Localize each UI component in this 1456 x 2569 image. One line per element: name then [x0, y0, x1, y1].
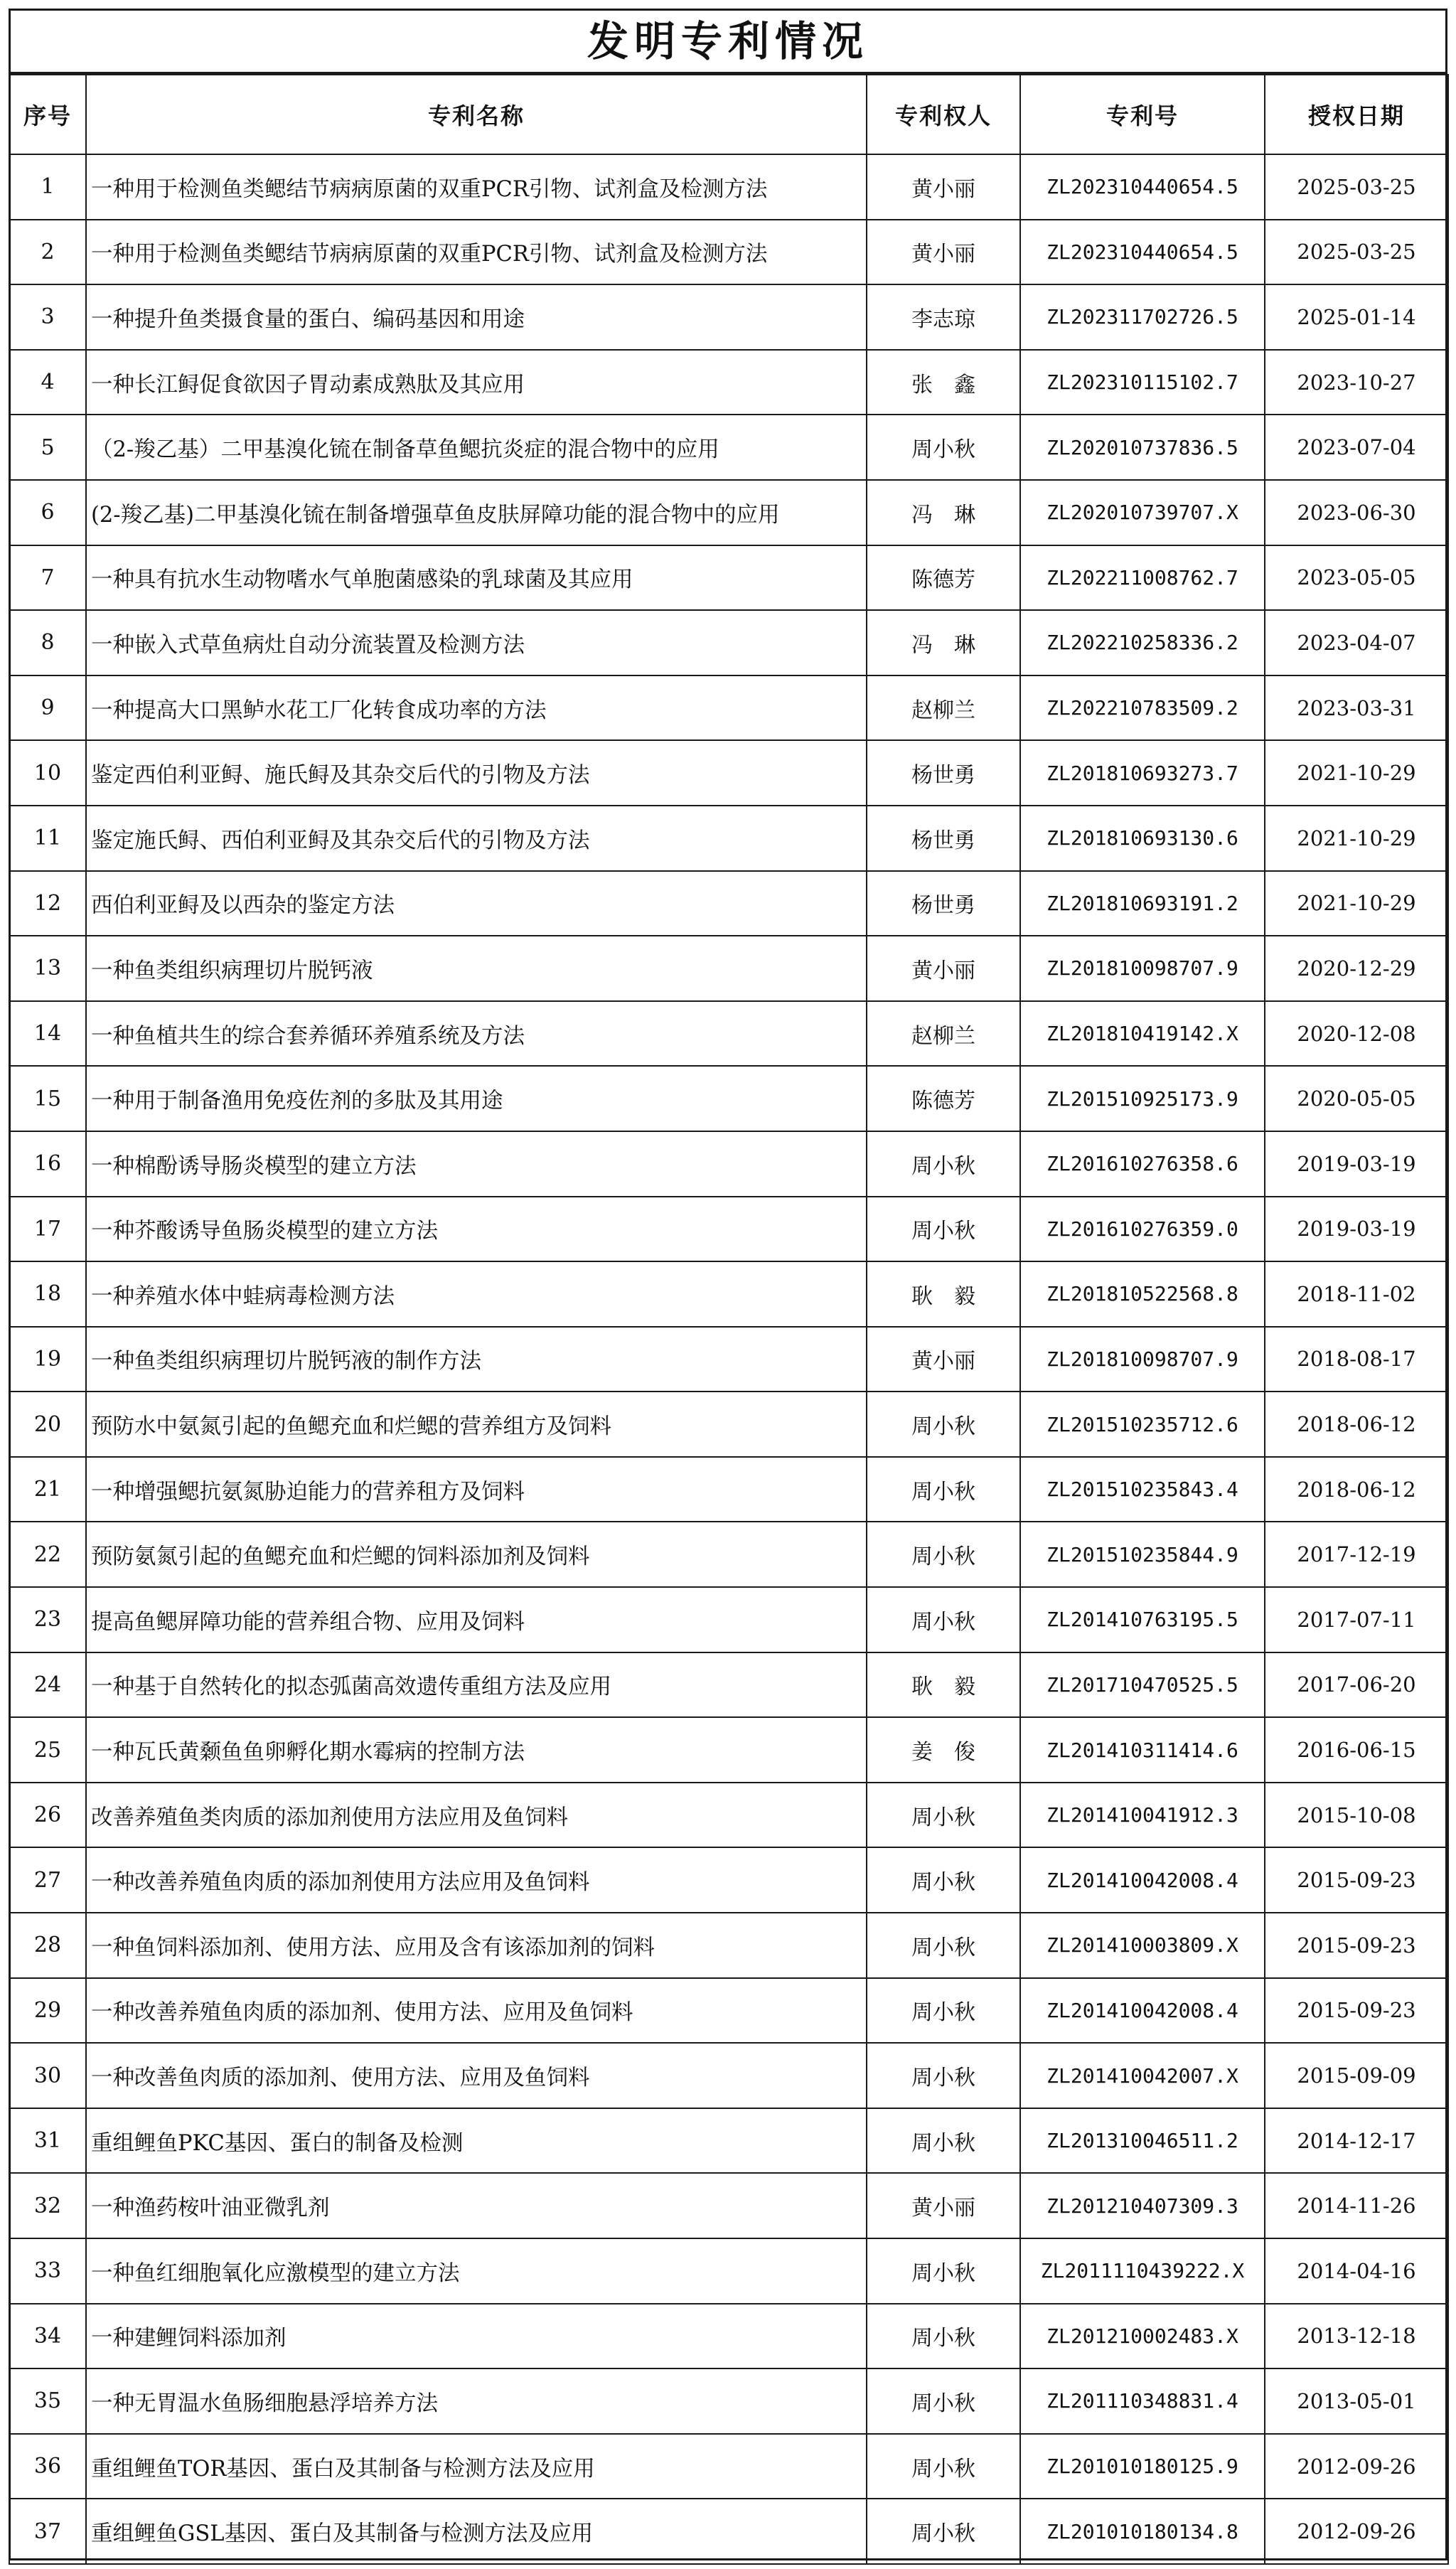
row-date-cell: 2015-09-09 — [1265, 2043, 1448, 2108]
row-name-cell: 一种改善鱼肉质的添加剂、使用方法、应用及鱼饲料 — [86, 2043, 867, 2108]
row-name-cell: 一种鱼植共生的综合套养循环养殖系统及方法 — [86, 1001, 867, 1067]
row-holder-cell: 周小秋 — [867, 1913, 1020, 1978]
row-index-cell: 15 — [9, 1066, 86, 1131]
row-number-cell: ZL201210407309.3 — [1020, 2173, 1265, 2238]
row-holder-cell: 周小秋 — [867, 1457, 1020, 1522]
row-number-cell: ZL201510235712.6 — [1020, 1392, 1265, 1457]
row-holder-cell: 周小秋 — [867, 1131, 1020, 1197]
row-name-cell: 一种改善养殖鱼肉质的添加剂、使用方法、应用及鱼饲料 — [86, 1978, 867, 2044]
row-number-cell: ZL201810419142.X — [1020, 1001, 1265, 1067]
row-name-cell: 提高鱼鳃屏障功能的营养组合物、应用及饲料 — [86, 1587, 867, 1652]
row-holder-cell: 陈德芳 — [867, 545, 1020, 611]
row-index-cell: 32 — [9, 2173, 86, 2238]
row-index-cell: 9 — [9, 675, 86, 741]
row-date-cell: 2023-03-31 — [1265, 675, 1448, 741]
row-index-cell: 31 — [9, 2108, 86, 2174]
row-index-cell: 8 — [9, 610, 86, 675]
row-number-cell: ZL201210002483.X — [1020, 2304, 1265, 2369]
table-row — [9, 806, 1448, 871]
table-row — [9, 1261, 1448, 1327]
row-date-cell: 2013-12-18 — [1265, 2304, 1448, 2369]
row-date-cell: 2021-10-29 — [1265, 740, 1448, 806]
row-date-cell: 2012-09-26 — [1265, 2499, 1448, 2564]
row-holder-cell: 黄小丽 — [867, 154, 1020, 220]
row-name-cell: 一种渔药桉叶油亚微乳剂 — [86, 2173, 867, 2238]
table-row — [9, 2043, 1448, 2108]
row-date-cell: 2025-01-14 — [1265, 284, 1448, 350]
row-index-cell: 5 — [9, 415, 86, 480]
row-name-cell: 重组鲤鱼GSL基因、蛋白及其制备与检测方法及应用 — [86, 2499, 867, 2564]
row-index-cell: 10 — [9, 740, 86, 806]
row-holder-cell: 杨世勇 — [867, 806, 1020, 871]
row-holder-cell: 张 鑫 — [867, 350, 1020, 415]
row-date-cell: 2015-09-23 — [1265, 1978, 1448, 2044]
table-row — [9, 1457, 1448, 1522]
table-row — [9, 675, 1448, 741]
row-index-cell: 37 — [9, 2499, 86, 2564]
row-date-cell: 2020-05-05 — [1265, 1066, 1448, 1131]
row-index-cell: 24 — [9, 1652, 86, 1718]
row-holder-cell: 周小秋 — [867, 1847, 1020, 1913]
table-row — [9, 1392, 1448, 1457]
row-number-cell: ZL201510235843.4 — [1020, 1457, 1265, 1522]
row-holder-cell: 周小秋 — [867, 2304, 1020, 2369]
row-number-cell: ZL202310440654.5 — [1020, 154, 1265, 220]
table-row — [9, 2304, 1448, 2369]
row-index-cell: 14 — [9, 1001, 86, 1067]
row-date-cell: 2014-12-17 — [1265, 2108, 1448, 2174]
row-number-cell: ZL201410311414.6 — [1020, 1717, 1265, 1783]
row-index-cell: 6 — [9, 480, 86, 545]
row-holder-cell: 周小秋 — [867, 2108, 1020, 2174]
row-index-cell: 18 — [9, 1261, 86, 1327]
table-body — [9, 154, 1448, 2564]
row-holder-cell: 冯 琳 — [867, 480, 1020, 545]
row-number-cell: ZL201410003809.X — [1020, 1913, 1265, 1978]
row-index-cell: 34 — [9, 2304, 86, 2369]
header-date: 授权日期 — [1265, 75, 1448, 154]
row-number-cell: ZL202010739707.X — [1020, 480, 1265, 545]
row-number-cell: ZL201110348831.4 — [1020, 2368, 1265, 2434]
header-name: 专利名称 — [86, 75, 867, 154]
table-row — [9, 284, 1448, 350]
row-name-cell: 一种鱼饲料添加剂、使用方法、应用及含有该添加剂的饲料 — [86, 1913, 867, 1978]
row-holder-cell: 李志琼 — [867, 284, 1020, 350]
table-row — [9, 2434, 1448, 2499]
row-date-cell: 2018-08-17 — [1265, 1327, 1448, 1392]
row-date-cell: 2025-03-25 — [1265, 220, 1448, 285]
row-number-cell: ZL201810098707.9 — [1020, 936, 1265, 1001]
table-row — [9, 2368, 1448, 2434]
row-number-cell: ZL202211008762.7 — [1020, 545, 1265, 611]
row-holder-cell: 周小秋 — [867, 1522, 1020, 1587]
row-name-cell: 一种用于检测鱼类鳃结节病病原菌的双重PCR引物、试剂盒及检测方法 — [86, 154, 867, 220]
row-date-cell: 2014-04-16 — [1265, 2238, 1448, 2304]
row-number-cell: ZL201710470525.5 — [1020, 1652, 1265, 1718]
row-number-cell: ZL201810522568.8 — [1020, 1261, 1265, 1327]
row-number-cell: ZL201610276359.0 — [1020, 1197, 1265, 1262]
row-holder-cell: 周小秋 — [867, 2499, 1020, 2564]
row-date-cell: 2025-03-25 — [1265, 154, 1448, 220]
row-date-cell: 2018-06-12 — [1265, 1457, 1448, 1522]
row-name-cell: 一种具有抗水生动物嗜水气单胞菌感染的乳球菌及其应用 — [86, 545, 867, 611]
table-row — [9, 2499, 1448, 2564]
row-date-cell: 2023-07-04 — [1265, 415, 1448, 480]
row-number-cell: ZL201810693130.6 — [1020, 806, 1265, 871]
row-number-cell: ZL201810098707.9 — [1020, 1327, 1265, 1392]
row-date-cell: 2020-12-08 — [1265, 1001, 1448, 1067]
row-index-cell: 26 — [9, 1783, 86, 1848]
row-index-cell: 29 — [9, 1978, 86, 2044]
row-name-cell: 一种提高大口黑鲈水花工厂化转食成功率的方法 — [86, 675, 867, 741]
row-name-cell: 预防水中氨氮引起的鱼鳃充血和烂鳃的营养组方及饲料 — [86, 1392, 867, 1457]
row-name-cell: 一种改善养殖鱼肉质的添加剂使用方法应用及鱼饲料 — [86, 1847, 867, 1913]
row-date-cell: 2021-10-29 — [1265, 871, 1448, 936]
row-date-cell: 2015-09-23 — [1265, 1913, 1448, 1978]
table-row — [9, 871, 1448, 936]
table-row — [9, 610, 1448, 675]
table-row — [9, 1913, 1448, 1978]
row-number-cell: ZL201410041912.3 — [1020, 1783, 1265, 1848]
table-row — [9, 545, 1448, 611]
row-date-cell: 2015-09-23 — [1265, 1847, 1448, 1913]
row-index-cell: 25 — [9, 1717, 86, 1783]
row-date-cell: 2017-07-11 — [1265, 1587, 1448, 1652]
row-name-cell: (2-羧乙基)二甲基溴化锍在制备增强草鱼皮肤屏障功能的混合物中的应用 — [86, 480, 867, 545]
header-number: 专利号 — [1020, 75, 1265, 154]
row-date-cell: 2021-10-29 — [1265, 806, 1448, 871]
row-name-cell: 改善养殖鱼类肉质的添加剂使用方法应用及鱼饲料 — [86, 1783, 867, 1848]
row-name-cell: 鉴定施氏鲟、西伯利亚鲟及其杂交后代的引物及方法 — [86, 806, 867, 871]
row-name-cell: 西伯利亚鲟及以西杂的鉴定方法 — [86, 871, 867, 936]
row-index-cell: 27 — [9, 1847, 86, 1913]
row-name-cell: 一种无胃温水鱼肠细胞悬浮培养方法 — [86, 2368, 867, 2434]
row-holder-cell: 周小秋 — [867, 2368, 1020, 2434]
table-row — [9, 936, 1448, 1001]
row-index-cell: 2 — [9, 220, 86, 285]
row-date-cell: 2023-10-27 — [1265, 350, 1448, 415]
row-date-cell: 2020-12-29 — [1265, 936, 1448, 1001]
row-name-cell: （2-羧乙基）二甲基溴化锍在制备草鱼鳃抗炎症的混合物中的应用 — [86, 415, 867, 480]
row-name-cell: 一种用于检测鱼类鳃结节病病原菌的双重PCR引物、试剂盒及检测方法 — [86, 220, 867, 285]
row-date-cell: 2018-11-02 — [1265, 1261, 1448, 1327]
table-row — [9, 2173, 1448, 2238]
table-row — [9, 1652, 1448, 1718]
row-name-cell: 一种鱼类组织病理切片脱钙液 — [86, 936, 867, 1001]
row-holder-cell: 冯 琳 — [867, 610, 1020, 675]
table-row — [9, 350, 1448, 415]
row-holder-cell: 周小秋 — [867, 2043, 1020, 2108]
table-row — [9, 1717, 1448, 1783]
table-row — [9, 1783, 1448, 1848]
row-number-cell: ZL201410042008.4 — [1020, 1847, 1265, 1913]
row-date-cell: 2019-03-19 — [1265, 1197, 1448, 1262]
row-holder-cell: 黄小丽 — [867, 1327, 1020, 1392]
table-row — [9, 154, 1448, 220]
row-name-cell: 一种长江鲟促食欲因子胃动素成熟肽及其应用 — [86, 350, 867, 415]
row-number-cell: ZL201810693273.7 — [1020, 740, 1265, 806]
row-name-cell: 鉴定西伯利亚鲟、施氏鲟及其杂交后代的引物及方法 — [86, 740, 867, 806]
table-row — [9, 480, 1448, 545]
row-index-cell: 19 — [9, 1327, 86, 1392]
row-number-cell: ZL201410042008.4 — [1020, 1978, 1265, 2044]
row-name-cell: 一种棉酚诱导肠炎模型的建立方法 — [86, 1131, 867, 1197]
table-row — [9, 1066, 1448, 1131]
table-row — [9, 220, 1448, 285]
row-number-cell: ZL202311702726.5 — [1020, 284, 1265, 350]
row-date-cell: 2019-03-19 — [1265, 1131, 1448, 1197]
row-name-cell: 一种鱼类组织病理切片脱钙液的制作方法 — [86, 1327, 867, 1392]
row-holder-cell: 周小秋 — [867, 2434, 1020, 2499]
row-name-cell: 一种提升鱼类摄食量的蛋白、编码基因和用途 — [86, 284, 867, 350]
table-row — [9, 1131, 1448, 1197]
row-number-cell: ZL202210783509.2 — [1020, 675, 1265, 741]
row-index-cell: 16 — [9, 1131, 86, 1197]
row-index-cell: 1 — [9, 154, 86, 220]
row-holder-cell: 黄小丽 — [867, 2173, 1020, 2238]
row-number-cell: ZL202210258336.2 — [1020, 610, 1265, 675]
table-row — [9, 740, 1448, 806]
row-date-cell: 2017-12-19 — [1265, 1522, 1448, 1587]
row-index-cell: 22 — [9, 1522, 86, 1587]
row-index-cell: 23 — [9, 1587, 86, 1652]
row-date-cell: 2018-06-12 — [1265, 1392, 1448, 1457]
row-number-cell: ZL201410042007.X — [1020, 2043, 1265, 2108]
table-row — [9, 1001, 1448, 1067]
row-index-cell: 33 — [9, 2238, 86, 2304]
table-row — [9, 1197, 1448, 1262]
row-date-cell: 2015-10-08 — [1265, 1783, 1448, 1848]
row-name-cell: 重组鲤鱼PKC基因、蛋白的制备及检测 — [86, 2108, 867, 2174]
row-date-cell: 2013-05-01 — [1265, 2368, 1448, 2434]
row-number-cell: ZL202310115102.7 — [1020, 350, 1265, 415]
row-index-cell: 21 — [9, 1457, 86, 1522]
row-index-cell: 30 — [9, 2043, 86, 2108]
page-title: 发明专利情况 — [9, 9, 1447, 74]
row-holder-cell: 耿 毅 — [867, 1652, 1020, 1718]
row-name-cell: 重组鲤鱼TOR基因、蛋白及其制备与检测方法及应用 — [86, 2434, 867, 2499]
row-index-cell: 7 — [9, 545, 86, 611]
row-date-cell: 2023-05-05 — [1265, 545, 1448, 611]
row-name-cell: 一种嵌入式草鱼病灶自动分流装置及检测方法 — [86, 610, 867, 675]
row-index-cell: 3 — [9, 284, 86, 350]
row-holder-cell: 周小秋 — [867, 1587, 1020, 1652]
row-index-cell: 35 — [9, 2368, 86, 2434]
row-date-cell: 2023-04-07 — [1265, 610, 1448, 675]
row-name-cell: 一种用于制备渔用免疫佐剂的多肽及其用途 — [86, 1066, 867, 1131]
row-name-cell: 一种增强鳃抗氨氮胁迫能力的营养租方及饲料 — [86, 1457, 867, 1522]
row-name-cell: 预防氨氮引起的鱼鳃充血和烂鳃的饲料添加剂及饲料 — [86, 1522, 867, 1587]
table-header-row — [9, 75, 1448, 154]
patent-table — [9, 74, 1449, 2565]
row-index-cell: 13 — [9, 936, 86, 1001]
row-name-cell: 一种养殖水体中蛙病毒检测方法 — [86, 1261, 867, 1327]
header-index: 序号 — [9, 75, 86, 154]
header-holder: 专利权人 — [867, 75, 1020, 154]
row-index-cell: 20 — [9, 1392, 86, 1457]
row-holder-cell: 杨世勇 — [867, 740, 1020, 806]
row-date-cell: 2012-09-26 — [1265, 2434, 1448, 2499]
table-row — [9, 1847, 1448, 1913]
row-holder-cell: 姜 俊 — [867, 1717, 1020, 1783]
row-index-cell: 17 — [9, 1197, 86, 1262]
row-index-cell: 28 — [9, 1913, 86, 1978]
table-row — [9, 2108, 1448, 2174]
table-row — [9, 2238, 1448, 2304]
row-index-cell: 4 — [9, 350, 86, 415]
row-date-cell: 2014-11-26 — [1265, 2173, 1448, 2238]
row-holder-cell: 周小秋 — [867, 1392, 1020, 1457]
row-name-cell: 一种瓦氏黄颡鱼鱼卵孵化期水霉病的控制方法 — [86, 1717, 867, 1783]
row-number-cell: ZL202010737836.5 — [1020, 415, 1265, 480]
row-number-cell: ZL2011110439222.X — [1020, 2238, 1265, 2304]
row-number-cell: ZL201010180125.9 — [1020, 2434, 1265, 2499]
row-holder-cell: 黄小丽 — [867, 936, 1020, 1001]
row-holder-cell: 赵柳兰 — [867, 1001, 1020, 1067]
row-index-cell: 36 — [9, 2434, 86, 2499]
table-row — [9, 1327, 1448, 1392]
row-holder-cell: 周小秋 — [867, 1783, 1020, 1848]
row-holder-cell: 周小秋 — [867, 415, 1020, 480]
row-number-cell: ZL202310440654.5 — [1020, 220, 1265, 285]
table-row — [9, 1522, 1448, 1587]
row-index-cell: 11 — [9, 806, 86, 871]
row-date-cell: 2017-06-20 — [1265, 1652, 1448, 1718]
row-holder-cell: 陈德芳 — [867, 1066, 1020, 1131]
row-number-cell: ZL201410763195.5 — [1020, 1587, 1265, 1652]
row-name-cell: 一种基于自然转化的拟态弧菌高效遗传重组方法及应用 — [86, 1652, 867, 1718]
row-holder-cell: 周小秋 — [867, 2238, 1020, 2304]
table-row — [9, 1978, 1448, 2044]
table-row — [9, 415, 1448, 480]
row-holder-cell: 赵柳兰 — [867, 675, 1020, 741]
row-name-cell: 一种建鲤饲料添加剂 — [86, 2304, 867, 2369]
row-holder-cell: 周小秋 — [867, 1978, 1020, 2044]
row-number-cell: ZL201310046511.2 — [1020, 2108, 1265, 2174]
row-number-cell: ZL201510925173.9 — [1020, 1066, 1265, 1131]
row-number-cell: ZL201510235844.9 — [1020, 1522, 1265, 1587]
row-holder-cell: 杨世勇 — [867, 871, 1020, 936]
row-name-cell: 一种芥酸诱导鱼肠炎模型的建立方法 — [86, 1197, 867, 1262]
row-date-cell: 2023-06-30 — [1265, 480, 1448, 545]
row-index-cell: 12 — [9, 871, 86, 936]
row-name-cell: 一种鱼红细胞氧化应激模型的建立方法 — [86, 2238, 867, 2304]
row-holder-cell: 耿 毅 — [867, 1261, 1020, 1327]
table-row — [9, 1587, 1448, 1652]
row-number-cell: ZL201610276358.6 — [1020, 1131, 1265, 1197]
row-holder-cell: 周小秋 — [867, 1197, 1020, 1262]
row-holder-cell: 黄小丽 — [867, 220, 1020, 285]
row-date-cell: 2016-06-15 — [1265, 1717, 1448, 1783]
row-number-cell: ZL201810693191.2 — [1020, 871, 1265, 936]
row-number-cell: ZL201010180134.8 — [1020, 2499, 1265, 2564]
